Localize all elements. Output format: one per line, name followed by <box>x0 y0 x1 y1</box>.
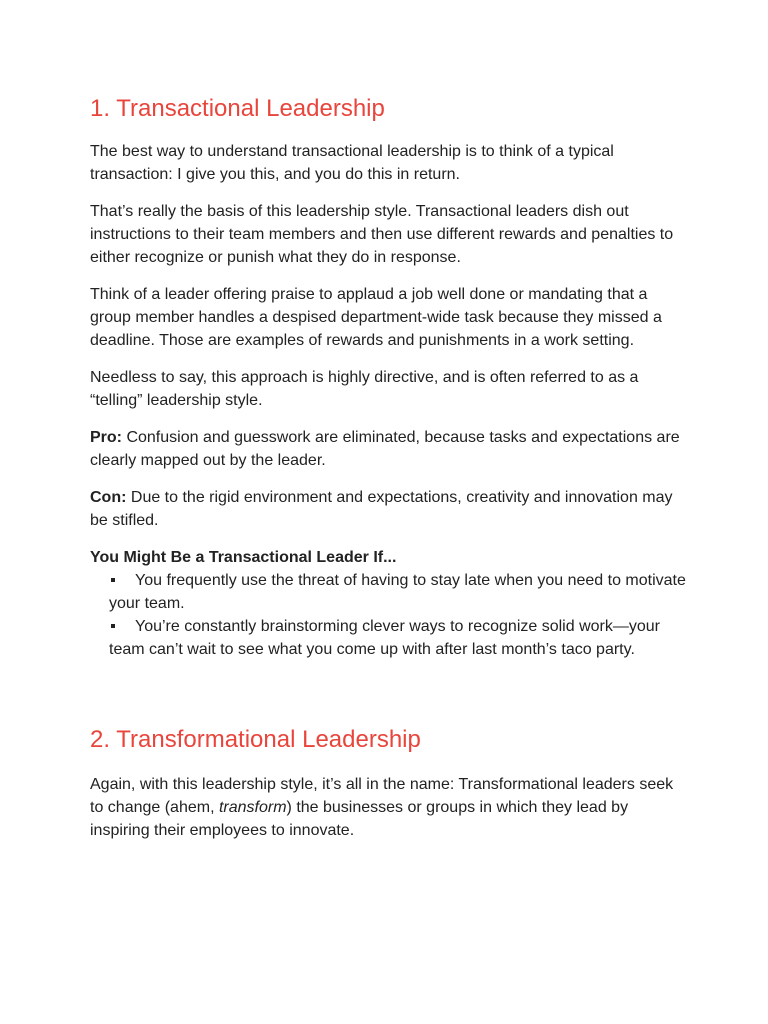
document-content <box>90 93 690 856</box>
section-2-intro-start: Again, with this leadership style, it’s all in the name: Transformational leaders seek to change (ahem, <box>90 776 674 816</box>
transactional-leader-bullet-list <box>90 569 690 661</box>
section-1-paragraph-4: Needless to say, this approach is highly directive, and is often referred to as a “telling” leadership style. <box>90 369 639 409</box>
section-1-paragraph-3: Think of a leader offering praise to applaud a job well done or mandating that a group member handles a despised department-wide task because they missed a deadline. Those are examples of rewards and punishments in a work setting. <box>90 286 662 349</box>
section-2-intro-end: ) the businesses or groups in which they lead by inspiring their employees to innovate. <box>90 799 629 839</box>
section-2-title: 2. Transformational Leadership <box>90 726 421 753</box>
section-1-paragraph-1: The best way to understand transactional leadership is to think of a typical transaction: I give you this, and you do this in return. <box>90 143 614 183</box>
pro-label: Pro: <box>90 429 122 446</box>
section-1-title: 1. Transactional Leadership <box>90 95 385 122</box>
square-bullet-icon <box>111 578 115 582</box>
section-2-intro-italic: transform <box>218 799 287 816</box>
bullet-item-1 <box>90 569 690 615</box>
bullet-item-1-text: You frequently use the threat of having to stay late when you need to motivate your team. <box>109 572 686 612</box>
section-1-paragraph-2: That’s really the basis of this leadership style. Transactional leaders dish out instructions to their team members and then use different rewards and penalties to either recognize or punish what they do in response. <box>90 203 674 266</box>
transactional-leader-subheading: You Might Be a Transactional Leader If... <box>90 549 397 566</box>
pro-paragraph <box>90 426 690 472</box>
con-text: Due to the rigid environment and expectations, creativity and innovation may be stifled. <box>90 489 673 529</box>
con-paragraph <box>90 486 690 532</box>
con-label: Con: <box>90 489 127 506</box>
pro-text: Confusion and guesswork are eliminated, because tasks and expectations are clearly mapped out by the leader. <box>90 429 680 469</box>
bullet-item-2 <box>90 615 690 661</box>
bullet-item-2-text: You’re constantly brainstorming clever ways to recognize solid work—your team can’t wait to see what you come up with after last month’s taco party. <box>109 618 660 658</box>
square-bullet-icon <box>111 624 115 628</box>
section-2-paragraph-1 <box>90 773 690 842</box>
